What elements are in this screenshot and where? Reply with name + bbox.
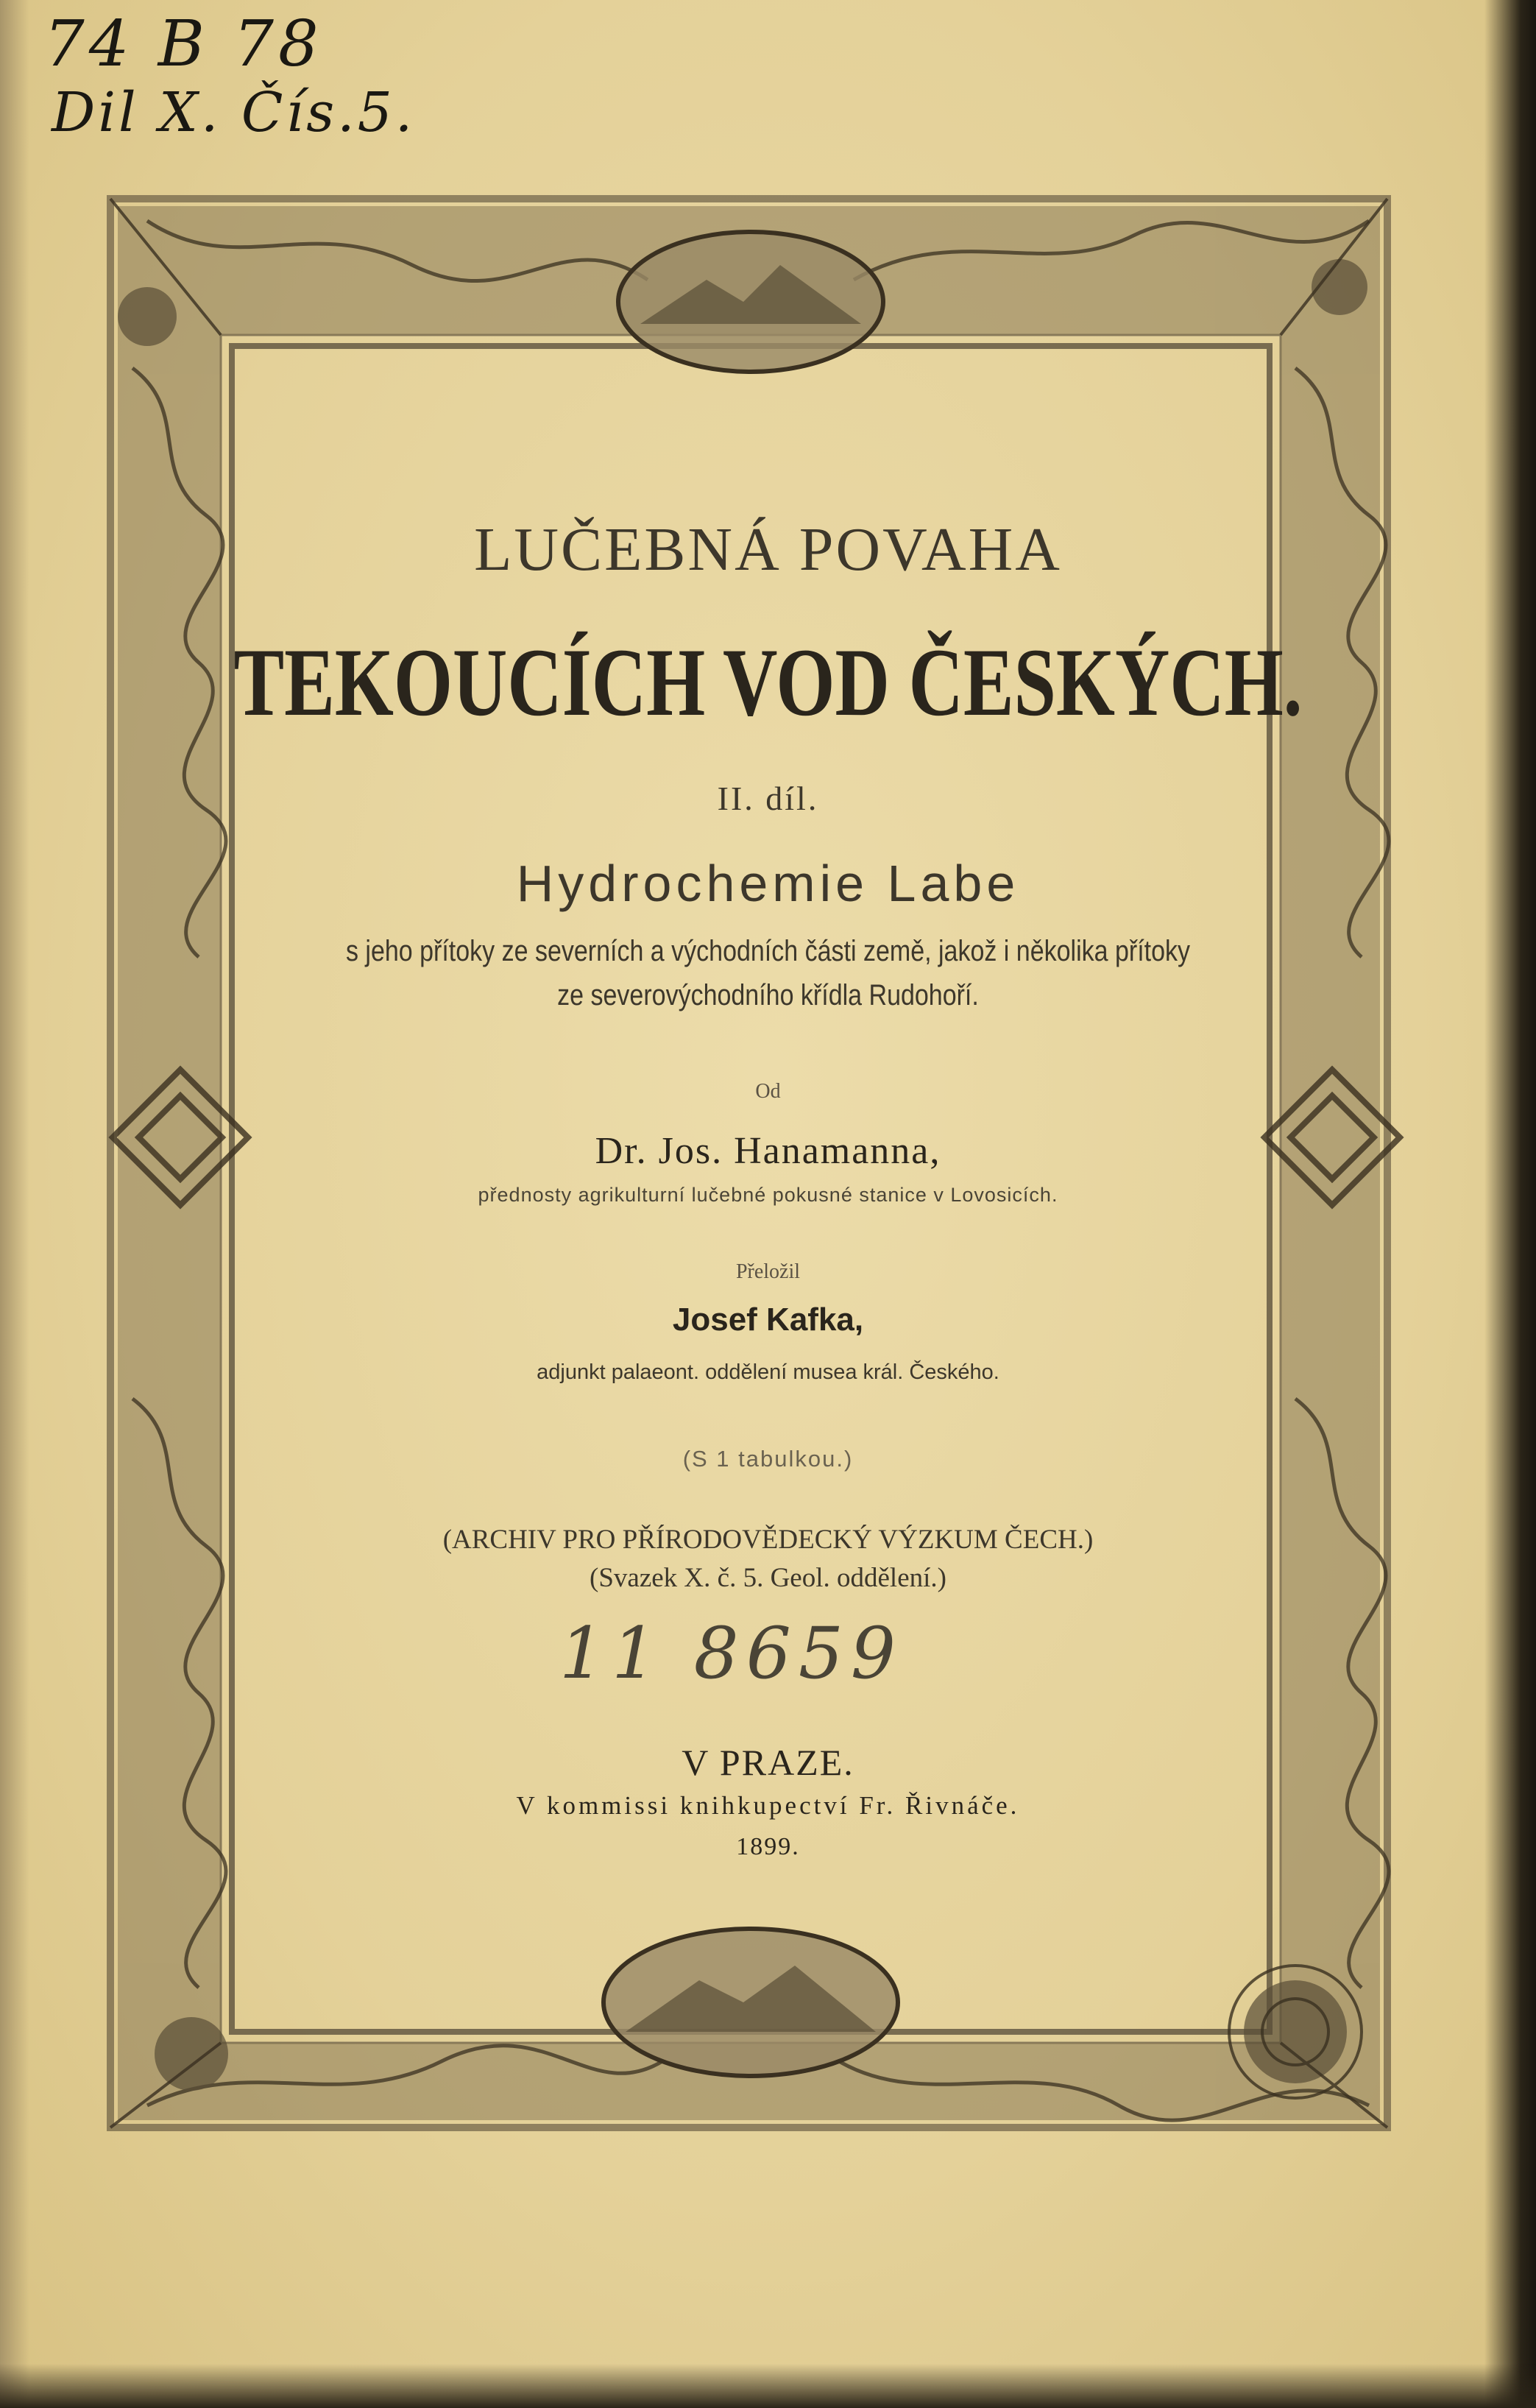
description-line-2: ze severovýchodního křídla Rudohoří.: [557, 979, 979, 1011]
accession-number: 11 8659: [559, 1612, 903, 1695]
title-line-2: TEKOUCÍCH VOD ČESKÝCH.: [233, 628, 1303, 736]
scan-edge-bottom: [0, 2364, 1536, 2408]
shelfmark-line-1: 74 B 78: [44, 7, 323, 81]
scan-edge-right: [1484, 0, 1536, 2408]
shelfmark-line-2: Dil X. Čís.5.: [52, 81, 416, 144]
imprint-publisher: V kommissi knihkupectví Fr. Řivnáče.: [516, 1791, 1020, 1820]
author-label: Od: [755, 1080, 781, 1103]
part-number: II. díl.: [717, 780, 819, 817]
translator-role: adjunkt palaeont. oddělení musea král. Českého.: [537, 1360, 999, 1384]
description-line-1: s jeho přítoky ze severních a východních části země, jakož i několika přítoky: [345, 935, 1191, 967]
translator-name: Josef Kafka,: [672, 1302, 864, 1338]
translator-label: Přeložil: [735, 1260, 801, 1283]
subtitle: Hydrochemie Labe: [516, 855, 1020, 912]
imprint-year: 1899.: [736, 1833, 800, 1860]
series-line-2: (Svazek X. č. 5. Geol. oddělení.): [590, 1563, 946, 1593]
author-role: přednosty agrikulturní lučebné pokusné stanice v Lovosicích.: [478, 1184, 1058, 1206]
table-note: (S 1 tabulkou.): [682, 1446, 854, 1472]
series-line-1: (ARCHIV PRO PŘÍRODOVĚDECKÝ VÝZKUM ČECH.): [442, 1525, 1094, 1555]
imprint-place: V PRAZE.: [682, 1742, 854, 1783]
author-name: Dr. Jos. Hanamanna,: [595, 1130, 941, 1172]
title-line-1: LUČEBNÁ POVAHA: [474, 515, 1062, 584]
